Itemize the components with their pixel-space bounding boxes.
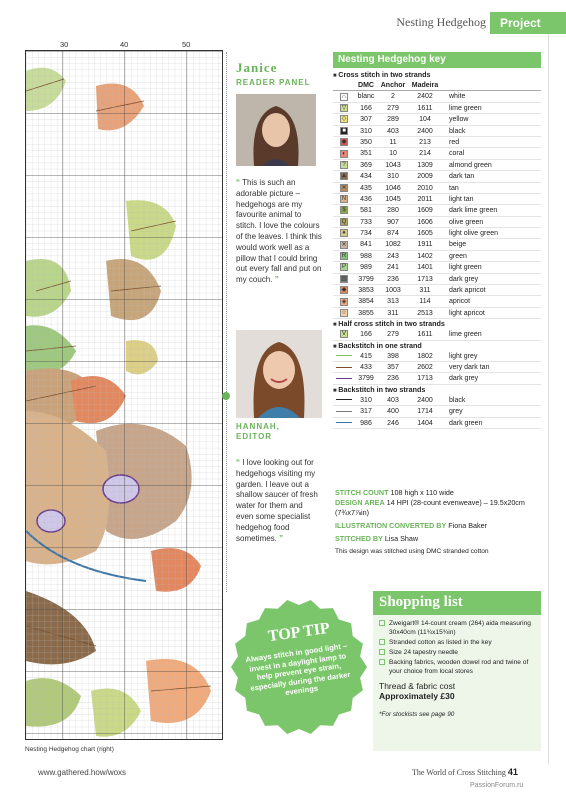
key-cell-anchor: 241	[387, 264, 399, 272]
shopping-items	[373, 615, 541, 676]
key-cell-madeira: 1606	[417, 218, 433, 226]
key-cell-name: red	[449, 138, 460, 146]
key-cell-dmc: 317	[360, 408, 372, 416]
key-row	[333, 296, 541, 307]
footer-magazine	[412, 767, 518, 777]
key-cell-dmc: 435	[360, 184, 372, 192]
key-cell-name: dark grey	[449, 275, 479, 283]
key-cell-madeira: 1714	[417, 408, 433, 416]
list-item: Stranded cotton as listed in the key	[379, 638, 537, 647]
list-item: Size 24 tapestry needle	[379, 648, 537, 657]
cost-label: Thread & fabric cost	[379, 681, 456, 691]
key-note: This design was stitched using DMC stranded cotton	[335, 548, 489, 555]
quote-close-mark: ”	[279, 533, 284, 543]
key-row	[333, 251, 541, 262]
key-cell-dmc: 841	[360, 241, 372, 249]
stitch-chart	[25, 50, 223, 740]
key-symbol-icon: Q	[341, 218, 347, 225]
key-cell-dmc: 3853	[358, 287, 374, 295]
key-row	[333, 239, 541, 250]
key-cell-name: light apricot	[449, 309, 485, 317]
key-cell-madeira: 114	[419, 298, 431, 306]
key-cell-madeira: 2602	[417, 363, 433, 371]
key-cell-madeira: 2009	[417, 173, 433, 181]
key-title: Nesting Hedgehog key	[333, 52, 541, 68]
shopping-title: Shopping list	[373, 591, 541, 615]
key-line-icon	[336, 411, 352, 412]
key-cell-madeira: 2400	[417, 127, 433, 135]
key-cell-dmc: 307	[360, 116, 372, 124]
key-row	[333, 418, 541, 429]
key-cell-madeira: 1401	[417, 264, 433, 272]
quote-open-mark: “	[236, 178, 240, 187]
key-cell-name: black	[449, 127, 466, 135]
key-cell-anchor: 403	[387, 127, 399, 135]
janice-quote	[236, 178, 322, 286]
key-cell-name: black	[449, 396, 466, 404]
page-header	[0, 12, 566, 34]
key-cell-name: light grey	[449, 352, 478, 360]
key-row	[333, 351, 541, 362]
key-header-row	[333, 80, 541, 91]
key-cell-name: dark tan	[449, 173, 475, 181]
key-symbol-icon: P	[341, 264, 346, 271]
hannah-role: EDITOR	[236, 432, 273, 441]
cost-value: Approximately £30	[379, 691, 455, 701]
key-cell-anchor: 311	[387, 309, 399, 317]
design-area: 14 HPI (28-count evenweave) – 19.5x20cm (7¾x7⅞in)	[335, 498, 525, 517]
stitch-chart-grid	[26, 51, 223, 740]
key-cell-madeira: 1611	[417, 331, 433, 339]
key-cell-dmc: 434	[360, 173, 372, 181]
header-title: Nesting Hedgehog	[396, 15, 486, 29]
stitch-count: 108 high x 110 wide	[390, 488, 454, 497]
shopping-cost	[373, 677, 541, 701]
key-symbol-icon: ?	[340, 161, 348, 169]
key-cell-anchor: 1043	[385, 161, 401, 169]
key-cell-madeira: 1802	[417, 352, 433, 360]
hannah-quote-text: I love looking out for hedgehogs visiting my garden. I leave out a shallow saucer of fresh water for them and even some specialist hedgehog food sometimes.	[236, 458, 318, 543]
stitch-count-label: STITCH COUNT	[335, 488, 389, 497]
hannah-name: HANNAH,	[236, 422, 280, 431]
key-line-icon	[336, 355, 352, 356]
key-cell-dmc: 369	[360, 161, 372, 169]
key-section-back2: ■ Backstitch in two strands	[333, 385, 541, 395]
key-cell-anchor: 279	[387, 104, 399, 112]
key-cell-dmc: 734	[360, 230, 372, 238]
key-symbol-icon: ✕	[341, 184, 347, 191]
divider-dotted	[226, 52, 227, 592]
key-row	[333, 171, 541, 182]
key-cell-dmc: 988	[360, 252, 372, 260]
key-row	[333, 373, 541, 384]
key-cell-madeira: 1713	[417, 275, 433, 283]
key-cell-madeira: 1911	[417, 241, 433, 249]
key-col-dmc: DMC	[358, 82, 374, 89]
illustration-label: ILLUSTRATION CONVERTED BY	[335, 521, 447, 530]
key-cell-dmc: 350	[360, 138, 372, 146]
key-half-rows	[333, 329, 541, 340]
key-cell-anchor: 2	[391, 93, 395, 101]
key-cell-dmc: 166	[360, 104, 372, 112]
janice-role: READER PANEL	[236, 78, 311, 87]
key-cell-name: lime green	[449, 104, 482, 112]
tip-text: Always stitch in good light – invest in a daylight lamp to help prevent eye strain, especially during the darker evenings	[244, 641, 351, 698]
key-cell-anchor: 874	[387, 230, 399, 238]
key-cell-anchor: 400	[387, 408, 399, 416]
thread-key	[333, 70, 541, 429]
key-cell-dmc: 733	[360, 218, 372, 226]
key-cell-name: white	[449, 93, 466, 101]
checkbox-icon	[379, 649, 385, 655]
key-symbol-icon: ◆	[341, 139, 347, 146]
key-cell-madeira: 2402	[417, 93, 433, 101]
key-symbol-icon: ∩	[341, 93, 347, 100]
key-row	[333, 194, 541, 205]
divider-dot	[222, 392, 230, 400]
key-cell-name: dark green	[449, 419, 483, 427]
key-symbol-icon: ■	[340, 127, 348, 135]
key-cell-anchor: 279	[387, 331, 399, 339]
key-symbol-icon: ◇	[341, 116, 347, 123]
key-section-cross: ■ Cross stitch in two strands	[333, 70, 541, 80]
key-row	[333, 308, 541, 319]
key-cell-anchor: 246	[387, 419, 399, 427]
key-line-icon	[336, 367, 352, 368]
key-row	[333, 274, 541, 285]
key-symbol-icon: ▽	[341, 104, 347, 111]
key-cell-madeira: 2010	[417, 184, 433, 192]
key-cell-dmc: 989	[360, 264, 372, 272]
key-cell-dmc: 310	[360, 127, 372, 135]
magazine-name: The World of Cross Stitching	[412, 768, 506, 777]
key-cell-dmc: 986	[360, 419, 372, 427]
key-symbol-icon: ▥	[341, 275, 347, 282]
key-line-icon	[336, 422, 352, 423]
key-cell-dmc: 310	[360, 396, 372, 404]
key-cell-madeira: 311	[419, 287, 431, 295]
key-cell-anchor: 398	[387, 352, 399, 360]
key-cell-name: almond green	[449, 161, 492, 169]
key-cell-anchor: 289	[387, 116, 399, 124]
key-section-back1: ■ Backstitch in one strand	[333, 341, 541, 351]
key-symbol-icon: R	[341, 253, 347, 260]
key-cell-dmc: 351	[360, 150, 372, 158]
key-cell-anchor: 1082	[385, 241, 401, 249]
janice-name: Janice	[236, 60, 278, 75]
key-cell-madeira: 1605	[417, 230, 433, 238]
chart-col-number: 40	[120, 40, 129, 49]
watermark: PassionForum.ru	[470, 782, 524, 789]
footer-url: www.gathered.how/woxs	[38, 768, 127, 777]
key-cell-anchor: 907	[387, 218, 399, 226]
key-cell-name: olive green	[449, 218, 484, 226]
key-cell-anchor: 357	[387, 363, 399, 371]
key-row	[333, 217, 541, 228]
shopping-list	[373, 591, 541, 751]
key-cell-anchor: 10	[389, 150, 397, 158]
tip-title: TOP TIP	[266, 619, 331, 646]
design-area-label: DESIGN AREA	[335, 498, 385, 507]
key-cell-anchor: 236	[387, 275, 399, 283]
checkbox-icon	[379, 620, 385, 626]
key-cell-madeira: 213	[419, 138, 431, 146]
key-cell-anchor: 403	[387, 396, 399, 404]
key-col-anchor: Anchor	[380, 82, 406, 89]
key-cell-name: dark grey	[449, 375, 479, 383]
key-cell-dmc: 436	[360, 195, 372, 203]
key-cell-anchor: 11	[389, 138, 397, 146]
key-row	[333, 183, 541, 194]
key-row	[333, 329, 541, 340]
key-cell-dmc: 3799	[358, 375, 374, 383]
key-cell-madeira: 104	[419, 116, 431, 124]
key-row	[333, 406, 541, 417]
key-row	[333, 262, 541, 273]
key-row	[333, 160, 541, 171]
hannah-photo	[236, 330, 322, 418]
top-tip-badge	[228, 596, 370, 738]
key-symbol-icon: ♦	[340, 229, 348, 237]
key-symbol-icon: ☆	[341, 310, 347, 316]
quote-close-mark: ”	[274, 275, 279, 285]
stitched-label: STITCHED BY	[335, 534, 383, 543]
key-cell-anchor: 1045	[385, 195, 401, 203]
hannah-quote	[236, 458, 322, 544]
key-cell-madeira: 2011	[417, 195, 433, 203]
key-cell-name: light tan	[449, 195, 474, 203]
key-cell-name: light green	[449, 264, 482, 272]
janice-quote-text: This is such an adorable picture – hedgehogs are my favourite animal to stitch. I love the colours of the leaves. I think this would work well as a pillow that I could bring out every fall and put on my couch.	[236, 178, 322, 285]
key-cell-anchor: 243	[387, 252, 399, 260]
key-section-half: ■ Half cross stitch in two strands	[333, 319, 541, 329]
header-tab: Project	[490, 12, 566, 34]
key-col-madeira: Madeira	[411, 82, 439, 89]
key-line-icon	[336, 378, 352, 379]
key-row	[333, 228, 541, 239]
key-cell-name: apricot	[449, 298, 471, 306]
page-number: 41	[507, 767, 518, 777]
key-cross-rows	[333, 91, 541, 319]
key-cell-anchor: 1003	[385, 287, 401, 295]
key-cell-madeira: 1404	[417, 419, 433, 427]
key-symbol-icon: ◆	[341, 287, 347, 294]
key-row	[333, 114, 541, 125]
key-cell-madeira: 1713	[417, 375, 433, 383]
key-row	[333, 285, 541, 296]
key-cell-madeira: 1611	[417, 104, 433, 112]
janice-photo	[236, 94, 316, 166]
key-row	[333, 126, 541, 137]
key-cell-dmc: 415	[360, 352, 372, 360]
key-row	[333, 137, 541, 148]
key-cell-name: light olive green	[449, 230, 499, 238]
list-item: Backing fabrics, wooden dowel rod and twine of your choice from local stores	[379, 658, 537, 676]
key-cell-madeira: 214	[419, 150, 431, 158]
key-cell-dmc: 166	[360, 331, 372, 339]
shopping-footnote: *For stockists see page 90	[379, 711, 455, 718]
key-line-icon	[336, 399, 352, 400]
stitched-credit: Lisa Shaw	[384, 534, 419, 543]
key-row	[333, 205, 541, 216]
checkbox-icon	[379, 659, 385, 665]
key-cell-name: coral	[449, 150, 465, 158]
key-row	[333, 362, 541, 373]
key-row	[333, 148, 541, 159]
chart-col-number: 30	[60, 40, 69, 49]
key-cell-anchor: 1046	[385, 184, 401, 192]
key-cell-anchor: 313	[387, 298, 399, 306]
key-cell-name: very dark tan	[449, 363, 490, 371]
key-back2-rows	[333, 395, 541, 429]
page-edge-strip	[548, 34, 566, 764]
key-symbol-icon: ▲	[341, 173, 347, 180]
key-cell-name: beige	[449, 241, 467, 249]
list-item: Zweigart® 14-count cream (264) aida measuring 30x40cm (11¾x15¾in)	[379, 619, 537, 637]
key-symbol-icon: ◈	[341, 298, 347, 305]
key-symbol-icon: V	[341, 331, 346, 338]
key-cell-madeira: 1609	[417, 207, 433, 215]
key-cell-name: green	[449, 252, 467, 260]
key-cell-anchor: 236	[387, 375, 399, 383]
chart-col-number: 50	[182, 40, 191, 49]
key-cell-madeira: 1402	[417, 252, 433, 260]
checkbox-icon	[379, 639, 385, 645]
key-cell-dmc: 581	[360, 207, 372, 215]
key-cell-anchor: 310	[387, 173, 399, 181]
key-cell-name: yellow	[449, 116, 469, 124]
key-notes	[335, 488, 545, 557]
key-cell-dmc: 3855	[358, 309, 374, 317]
key-symbol-icon: N	[341, 196, 347, 203]
key-row	[333, 91, 541, 102]
key-cell-dmc: 433	[360, 363, 372, 371]
key-cell-dmc: blanc	[357, 93, 375, 101]
key-symbol-icon: ✕	[341, 241, 347, 248]
key-cell-dmc: 3854	[358, 298, 374, 306]
key-symbol-icon: ◐	[340, 150, 348, 158]
key-cell-name: dark apricot	[449, 287, 486, 295]
key-cell-name: dark lime green	[449, 207, 498, 215]
key-cell-anchor: 280	[387, 207, 399, 215]
chart-caption: Nesting Hedgehog chart (right)	[25, 746, 114, 753]
key-cell-madeira: 1309	[417, 161, 433, 169]
key-cell-name: lime green	[449, 331, 482, 339]
key-back1-rows	[333, 351, 541, 385]
key-cell-madeira: 2513	[417, 309, 433, 317]
key-cell-name: tan	[449, 184, 459, 192]
key-cell-dmc: 3799	[358, 275, 374, 283]
key-cell-madeira: 2400	[417, 396, 433, 404]
key-row	[333, 103, 541, 114]
quote-open-mark: “	[236, 458, 240, 467]
key-symbol-icon: $	[340, 206, 348, 214]
key-row	[333, 395, 541, 406]
key-cell-name: grey	[449, 408, 463, 416]
illustration-credit: Fiona Baker	[448, 521, 488, 530]
